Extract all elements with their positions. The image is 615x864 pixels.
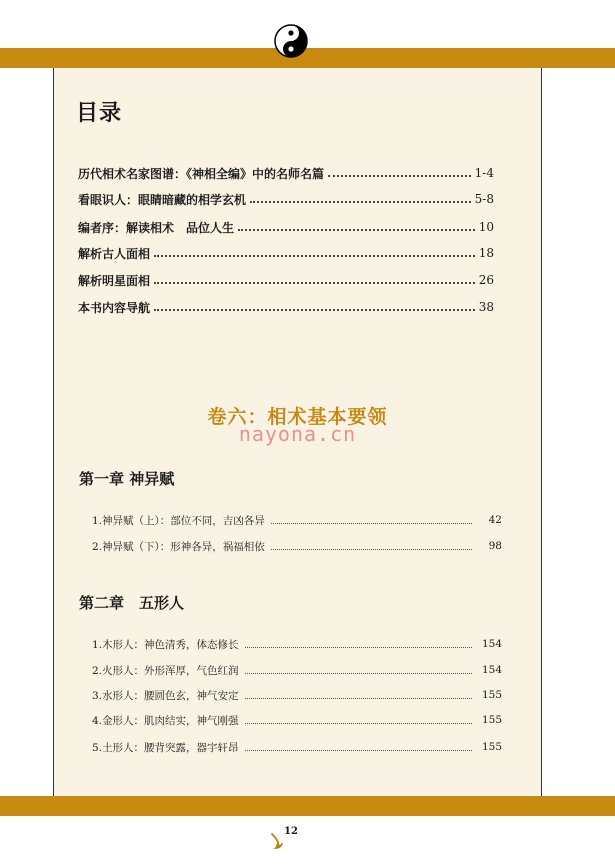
toc-entry-page: 5-8 bbox=[474, 192, 494, 206]
leader-dots bbox=[245, 647, 472, 648]
toc-entry[interactable] bbox=[78, 244, 494, 262]
section-entry-title: 3.水形人：腰圆色玄，神气安定 bbox=[92, 689, 239, 702]
leader-dots bbox=[154, 255, 475, 257]
toc-entry[interactable] bbox=[78, 271, 494, 289]
toc-heading: 目录 bbox=[76, 100, 123, 126]
section-entry[interactable] bbox=[92, 662, 502, 678]
toc-entry-page: 38 bbox=[478, 300, 494, 314]
toc-entry[interactable] bbox=[78, 218, 494, 236]
toc-entry-title: 编者序：解读相术 品位人生 bbox=[78, 220, 235, 235]
section-entry-title: 1.神异赋（上）：部位不同，吉凶各异 bbox=[92, 514, 265, 527]
toc-entry-title: 历代相术名家图谱：《神相全编》中的名师名篇 bbox=[78, 166, 325, 181]
toc-entry-title: 解析明星面相 bbox=[78, 273, 151, 288]
leader-dots bbox=[238, 229, 475, 231]
leader-dots bbox=[245, 723, 472, 724]
leader-dots bbox=[271, 549, 472, 550]
section-entry-page: 155 bbox=[481, 689, 502, 701]
leader-dots bbox=[154, 309, 475, 311]
section-entry-page: 155 bbox=[481, 741, 502, 753]
toc-entry-page: 1-4 bbox=[474, 166, 494, 180]
yin-yang-icon bbox=[274, 24, 308, 58]
toc-entry[interactable] bbox=[78, 164, 494, 182]
toc-entry-title: 本书内容导航 bbox=[78, 300, 151, 315]
section-entry-title: 2.神异赋（下）：形神各异，祸福相依 bbox=[92, 540, 265, 553]
toc-entry[interactable] bbox=[78, 298, 494, 316]
leader-dots bbox=[154, 282, 475, 284]
section-entry-page: 98 bbox=[488, 540, 502, 552]
volume-title: 卷六：相术基本要领 bbox=[207, 406, 388, 428]
section-entry-title: 4.金形人：肌肉结实，神气刚强 bbox=[92, 714, 239, 727]
section-entry[interactable] bbox=[92, 687, 502, 703]
chapter-title: 第二章 五形人 bbox=[79, 594, 185, 612]
section-entry[interactable] bbox=[92, 739, 502, 755]
toc-entry-title: 解析古人面相 bbox=[78, 246, 151, 261]
watermark-text: nayona.cn bbox=[238, 422, 357, 446]
leader-dots bbox=[328, 175, 471, 177]
toc-entry-page: 18 bbox=[478, 246, 494, 260]
section-entry[interactable] bbox=[92, 538, 502, 554]
leader-dots bbox=[245, 750, 472, 751]
leader-dots bbox=[245, 673, 472, 674]
page-number: 12 bbox=[284, 826, 298, 837]
section-entry[interactable] bbox=[92, 712, 502, 728]
leader-dots bbox=[250, 201, 471, 203]
ornament-icon bbox=[270, 832, 284, 850]
section-entry[interactable] bbox=[92, 512, 502, 528]
section-entry-title: 5.土形人：腰背突露，器宇轩昂 bbox=[92, 741, 239, 754]
section-entry-title: 1.木形人：神色清秀，体态修长 bbox=[92, 638, 239, 651]
toc-entry-page: 26 bbox=[478, 273, 494, 287]
contents-panel bbox=[53, 68, 542, 796]
bottom-band bbox=[0, 796, 615, 816]
chapter-title: 第一章 神异赋 bbox=[79, 470, 175, 488]
toc-entry-title: 看眼识人：眼睛暗藏的相学玄机 bbox=[78, 192, 247, 207]
section-entry-title: 2.火形人：外形浑厚，气色红润 bbox=[92, 664, 239, 677]
section-entry-page: 154 bbox=[481, 638, 502, 650]
leader-dots bbox=[271, 523, 472, 524]
section-entry-page: 155 bbox=[481, 714, 502, 726]
section-entry-page: 154 bbox=[481, 664, 502, 676]
section-entry[interactable] bbox=[92, 636, 502, 652]
leader-dots bbox=[245, 698, 472, 699]
section-entry-page: 42 bbox=[488, 514, 502, 526]
toc-entry[interactable] bbox=[78, 190, 494, 208]
toc-entry-page: 10 bbox=[478, 220, 494, 234]
